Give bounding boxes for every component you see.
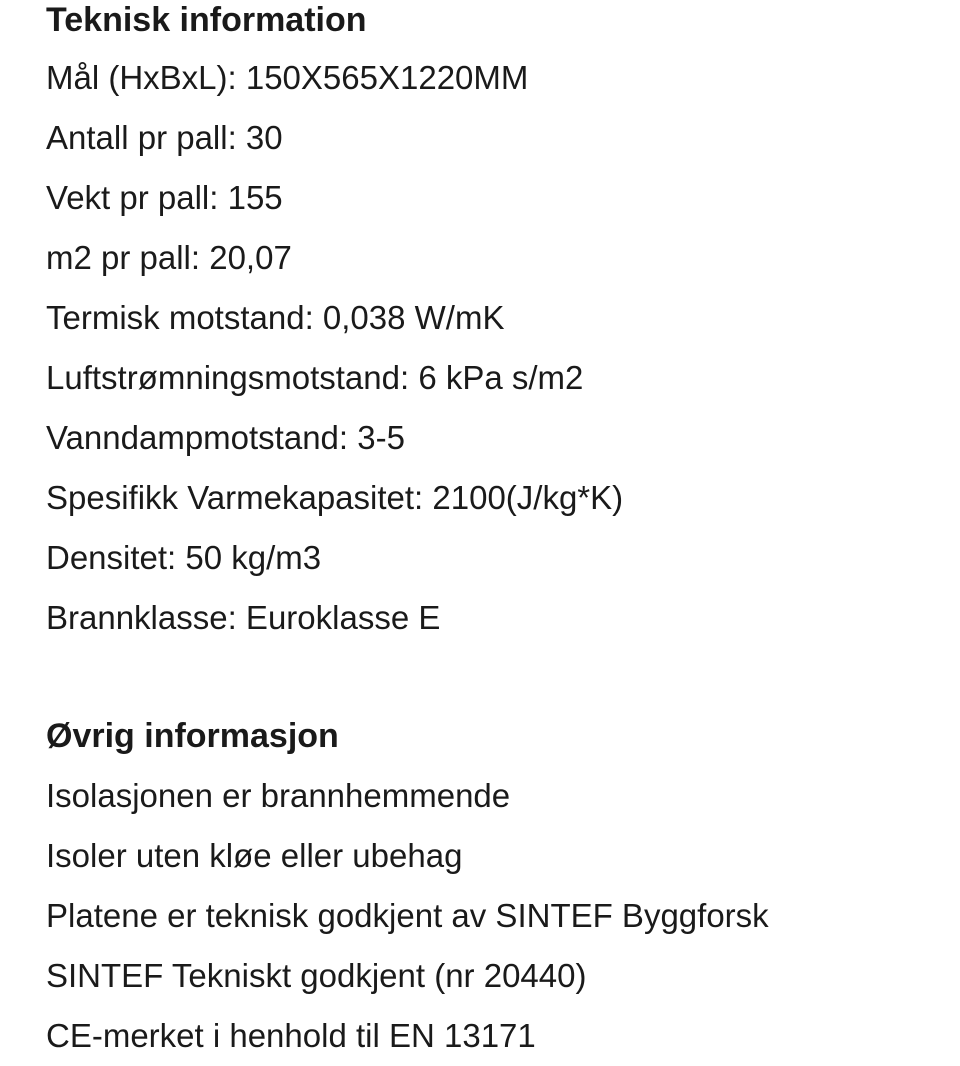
airflow-resistance-line: Luftstrømningsmotstand: 6 kPa s/m2	[46, 359, 584, 396]
thermal-resistance-line: Termisk motstand: 0,038 W/mK	[46, 299, 505, 336]
other-info-heading: Øvrig informasjon	[46, 717, 339, 755]
other-info-line: CE-merket i henhold til EN 13171	[46, 1017, 536, 1054]
other-info-line: Isoler uten kløe eller ubehag	[46, 837, 463, 874]
vapor-resistance-line: Vanndampmotstand: 3-5	[46, 419, 405, 456]
technical-info-section	[46, 0, 946, 648]
weight-per-pallet-line: Vekt pr pall: 155	[46, 179, 283, 216]
other-info-section	[46, 706, 946, 1066]
section-spacer	[46, 648, 946, 706]
other-info-line: Platene er teknisk godkjent av SINTEF Byggforsk	[46, 897, 769, 934]
other-info-line: SINTEF Tekniskt godkjent (nr 20440)	[46, 957, 587, 994]
fire-class-line: Brannklasse: Euroklasse E	[46, 599, 441, 636]
heat-capacity-line: Spesifikk Varmekapasitet: 2100(J/kg*K)	[46, 479, 624, 516]
count-per-pallet-line: Antall pr pall: 30	[46, 119, 283, 156]
product-info	[46, 0, 946, 1066]
other-info-line: Isolasjonen er brannhemmende	[46, 777, 511, 814]
area-per-pallet-line: m2 pr pall: 20,07	[46, 239, 292, 276]
technical-info-heading: Teknisk information	[46, 1, 367, 39]
dimensions-line: Mål (HxBxL): 150X565X1220MM	[46, 59, 529, 96]
density-line: Densitet: 50 kg/m3	[46, 539, 322, 576]
